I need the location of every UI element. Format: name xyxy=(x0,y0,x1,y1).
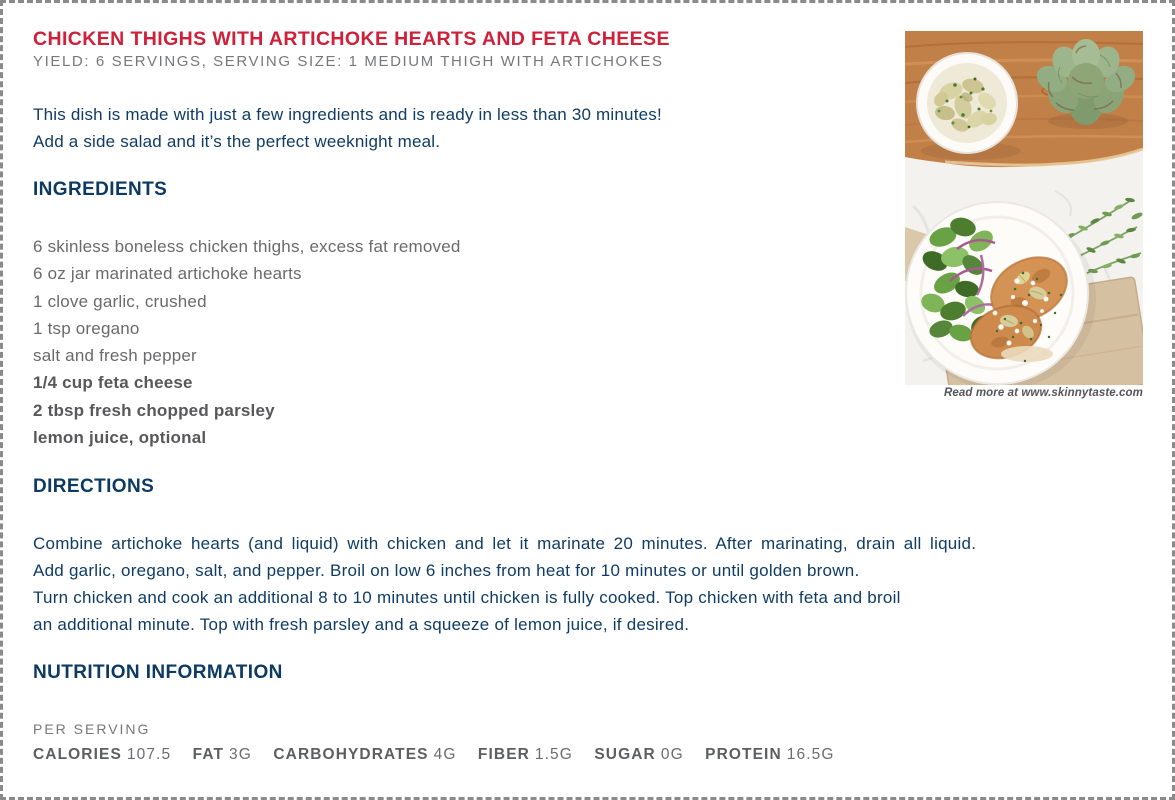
directions-heading: DIRECTIONS xyxy=(33,476,155,497)
per-serving-label: PER SERVING xyxy=(33,721,151,737)
ingredient-item: 6 oz jar marinated artichoke hearts xyxy=(33,264,302,284)
ingredients-list xyxy=(33,233,461,451)
nutrition-facts-line xyxy=(33,746,851,764)
nutrition-fact-value: 107.5 xyxy=(126,746,172,763)
directions-line: Turn chicken and cook an additional 8 to 10 minutes until chicken is fully cooked. Top chicken with feta and broil xyxy=(33,588,901,607)
intro-line: Add a side salad and it’s the perfect weeknight meal. xyxy=(33,132,441,151)
nutrition-fact xyxy=(193,746,252,763)
directions-line: Add garlic, oregano, salt, and pepper. Broil on low 6 inches from heat for 10 minutes or until golden brown. xyxy=(33,561,860,580)
recipe-intro xyxy=(33,101,662,155)
recipe-yield-subtitle: YIELD: 6 SERVINGS, SERVING SIZE: 1 MEDIUM THIGH WITH ARTICHOKES xyxy=(33,53,664,70)
nutrition-fact-value: 16.5G xyxy=(786,746,835,763)
directions-line: Combine artichoke hearts (and liquid) with chicken and let it marinate 20 minutes. After marinating, drain all liquid. xyxy=(33,534,977,553)
nutrition-fact-label: SUGAR xyxy=(594,746,656,763)
ingredient-item: 1 tsp oregano xyxy=(33,318,140,338)
ingredient-item: lemon juice, optional xyxy=(33,428,207,448)
ingredient-item: 2 tbsp fresh chopped parsley xyxy=(33,400,275,420)
nutrition-fact-value: 0G xyxy=(660,746,684,763)
ingredients-heading: INGREDIENTS xyxy=(33,179,168,200)
nutrition-fact xyxy=(273,746,456,763)
nutrition-fact xyxy=(33,746,171,763)
recipe-photo xyxy=(905,31,1143,385)
directions-paragraph xyxy=(33,530,976,638)
photo-caption-link[interactable]: Read more at www.skinnytaste.com xyxy=(944,387,1143,399)
nutrition-fact-label: FAT xyxy=(192,746,225,763)
nutrition-fact xyxy=(478,746,573,763)
nutrition-fact-label: FIBER xyxy=(477,746,530,763)
nutrition-fact xyxy=(705,746,834,763)
nutrition-fact-value: 4G xyxy=(433,746,457,763)
ingredient-item: 6 skinless boneless chicken thighs, excess fat removed xyxy=(33,237,461,256)
ingredient-item: 1/4 cup feta cheese xyxy=(33,373,193,393)
nutrition-fact-value: 3G xyxy=(229,746,252,763)
nutrition-fact-label: PROTEIN xyxy=(705,746,782,763)
ingredient-item: salt and fresh pepper xyxy=(33,346,197,366)
nutrition-fact xyxy=(594,746,683,763)
nutrition-fact-label: CARBOHYDRATES xyxy=(273,746,429,763)
recipe-photo-illustration xyxy=(905,31,1143,385)
directions-line: an additional minute. Top with fresh parsley and a squeeze of lemon juice, if desired. xyxy=(33,615,690,634)
nutrition-fact-label: CALORIES xyxy=(33,746,122,763)
recipe-title: CHICKEN THIGHS WITH ARTICHOKE HEARTS AND FETA CHEESE xyxy=(33,28,670,50)
ingredient-item: 1 clove garlic, crushed xyxy=(33,291,207,311)
intro-line: This dish is made with just a few ingredients and is ready in less than 30 minutes! xyxy=(33,105,662,124)
nutrition-fact-value: 1.5G xyxy=(534,746,573,763)
nutrition-heading: NUTRITION INFORMATION xyxy=(33,662,283,683)
